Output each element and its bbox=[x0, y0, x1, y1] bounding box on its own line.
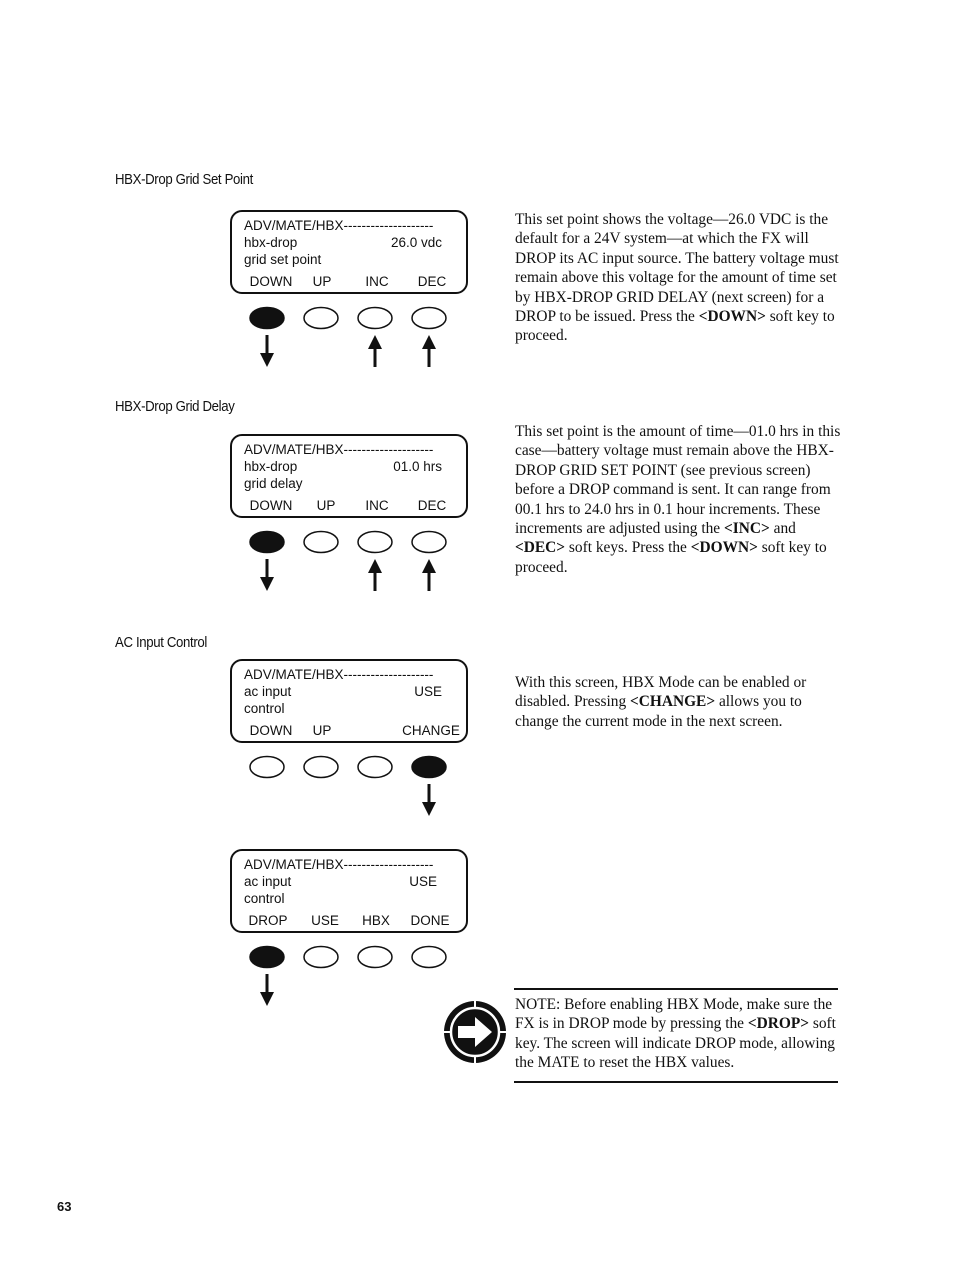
soft-key-button bbox=[358, 947, 392, 968]
lcd-soft-key-label: INC bbox=[365, 274, 389, 289]
arrow-up-icon bbox=[368, 335, 382, 367]
soft-key-button-pressed bbox=[412, 757, 446, 778]
note-bottom-rule bbox=[514, 1081, 838, 1083]
arrow-down-icon bbox=[422, 784, 436, 816]
soft-key-button bbox=[412, 947, 446, 968]
lcd-line-2: ac input bbox=[244, 874, 292, 889]
text-run: This set point shows the voltage—26.0 VDC is the default for a 24V system—at which the FX will DROP its AC input source. The battery voltage must remain above this voltage for the amount of time set by HBX-DROP GRID DELAY (next screen) for a DROP to be issued. Press the bbox=[515, 211, 839, 326]
lcd-line-3: control bbox=[244, 701, 285, 716]
lcd-soft-key-label: DEC bbox=[417, 498, 447, 513]
soft-key-button bbox=[304, 308, 338, 329]
text-run: allows you to change the current mode in the next screen. bbox=[515, 693, 802, 730]
soft-key-diagram bbox=[230, 942, 468, 1010]
lcd-screen-grid-delay bbox=[230, 434, 468, 518]
note-text bbox=[515, 995, 845, 1073]
lcd-line-3: grid delay bbox=[244, 476, 303, 491]
text-run: soft keys. Press the bbox=[565, 539, 691, 557]
lcd-screen-ac-input-change bbox=[230, 849, 468, 933]
arrow-down-icon bbox=[260, 559, 274, 591]
text-run: and bbox=[769, 520, 796, 538]
text-run: This set point is the amount of time—01.0 hrs in this case—battery voltage must remain above the HBX-DROP GRID SET POINT (see previous screen) before a DROP command is sent. It can range from 00.1 hrs to 24.0 hrs in 0.1 hour increments. These increments are adjusted using the bbox=[515, 423, 841, 538]
soft-key-button bbox=[412, 308, 446, 329]
description-ac-input-control bbox=[515, 673, 845, 731]
arrow-up-icon bbox=[368, 559, 382, 591]
soft-key-button bbox=[358, 308, 392, 329]
text-run: soft key to proceed. bbox=[515, 308, 835, 345]
arrow-down-icon bbox=[260, 335, 274, 367]
soft-key-button bbox=[358, 757, 392, 778]
arrow-up-icon bbox=[422, 559, 436, 591]
lcd-line-1: ADV/MATE/HBX-------------------- bbox=[244, 442, 434, 457]
lcd-soft-key-label: UP bbox=[316, 498, 336, 513]
lcd-line-2: hbx-drop bbox=[244, 235, 298, 250]
text-run: NOTE: Before enabling HBX Mode, make sure the FX is in DROP mode by pressing the bbox=[515, 996, 833, 1033]
soft-key-diagram bbox=[230, 303, 468, 371]
lcd-soft-key-label: CHANGE bbox=[402, 723, 460, 738]
lcd-soft-key-label: DEC bbox=[417, 274, 447, 289]
key-name: <DOWN> bbox=[698, 308, 766, 326]
lcd-soft-key-label: UP bbox=[312, 274, 332, 289]
soft-key-button bbox=[304, 532, 338, 553]
lcd-line-3: grid set point bbox=[244, 252, 322, 267]
description-grid-delay bbox=[515, 422, 845, 577]
lcd-soft-key-label: DROP bbox=[248, 913, 288, 928]
key-name: <DEC> bbox=[515, 539, 566, 557]
lcd-soft-key-label: DOWN bbox=[249, 274, 293, 289]
lcd-line-2: hbx-drop bbox=[244, 459, 298, 474]
lcd-soft-key-label: DONE bbox=[410, 913, 450, 928]
soft-key-button bbox=[250, 757, 284, 778]
soft-key-button bbox=[412, 532, 446, 553]
lcd-screen-grid-set-point bbox=[230, 210, 468, 294]
soft-key-diagram bbox=[230, 527, 468, 595]
lcd-screen-ac-input-control bbox=[230, 659, 468, 743]
heading-hbx-drop-grid-delay: HBX-Drop Grid Delay bbox=[115, 398, 235, 415]
lcd-soft-key-label: DOWN bbox=[249, 723, 293, 738]
arrow-right-circle-icon bbox=[443, 1000, 507, 1064]
lcd-line-1: ADV/MATE/HBX-------------------- bbox=[244, 667, 434, 682]
text-run: With this screen, HBX Mode can be enabled or disabled. Pressing bbox=[515, 674, 807, 711]
lcd-soft-key-label: DOWN bbox=[249, 498, 293, 513]
page-number: 63 bbox=[57, 1199, 72, 1214]
arrow-down-icon bbox=[260, 974, 274, 1006]
key-name: <INC> bbox=[724, 520, 770, 538]
soft-key-diagram bbox=[230, 752, 468, 820]
description-grid-set-point bbox=[515, 210, 845, 346]
lcd-soft-key-label: INC bbox=[365, 498, 389, 513]
lcd-line-1: ADV/MATE/HBX-------------------- bbox=[244, 218, 434, 233]
lcd-value: USE bbox=[409, 874, 437, 889]
lcd-soft-key-label: USE bbox=[311, 913, 339, 928]
arrow-up-icon bbox=[422, 335, 436, 367]
lcd-value: USE bbox=[414, 684, 442, 699]
lcd-value: 26.0 vdc bbox=[390, 235, 442, 250]
lcd-line-1: ADV/MATE/HBX-------------------- bbox=[244, 857, 434, 872]
soft-key-button-pressed bbox=[250, 308, 284, 329]
soft-key-button bbox=[358, 532, 392, 553]
soft-key-button-pressed bbox=[250, 947, 284, 968]
lcd-line-3: control bbox=[244, 891, 285, 906]
lcd-value: 01.0 hrs bbox=[393, 459, 442, 474]
soft-key-button bbox=[304, 757, 338, 778]
lcd-line-2: ac input bbox=[244, 684, 292, 699]
key-name: <DOWN> bbox=[690, 539, 758, 557]
note-top-rule bbox=[514, 988, 838, 990]
text-run: soft key. The screen will indicate DROP mode, allowing the MATE to reset the HBX values. bbox=[515, 1015, 836, 1072]
heading-ac-input-control: AC Input Control bbox=[115, 634, 207, 651]
heading-hbx-drop-grid-set-point: HBX-Drop Grid Set Point bbox=[115, 171, 253, 188]
text-run: soft key to proceed. bbox=[515, 539, 827, 576]
lcd-soft-key-label: HBX bbox=[362, 913, 390, 928]
key-name: <CHANGE> bbox=[630, 693, 716, 711]
lcd-soft-key-label: UP bbox=[312, 723, 332, 738]
soft-key-button-pressed bbox=[250, 532, 284, 553]
key-name: <DROP> bbox=[747, 1015, 810, 1033]
soft-key-button bbox=[304, 947, 338, 968]
